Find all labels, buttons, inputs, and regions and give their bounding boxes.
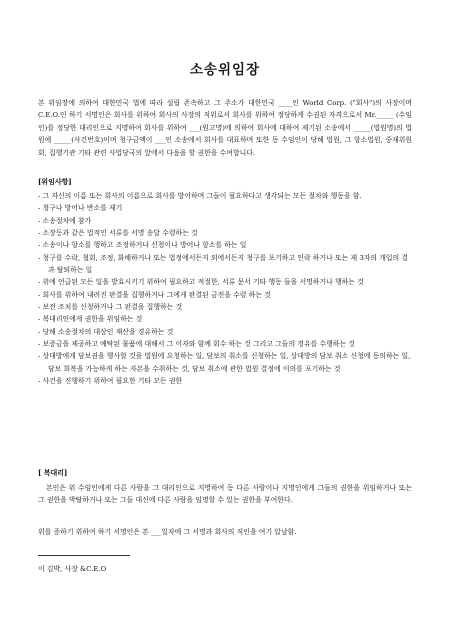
- list-item: - 복대리인에게 권한을 위임하는 것: [38, 315, 143, 324]
- signature-name: 이 김박, 사장 &C.E.O: [38, 565, 107, 573]
- substitution-paragraph: 본인은 위 수임인에게 다른 사람을 그 대리인으로 지명하여 동 다른 사람이나 지명인에게 그들의 권한을 위임하거나 또는 그 권한을 박탈하거나 또는 그들 대신에 다른 사람을 임명할 수 있는 권한을 부여한다.: [38, 484, 412, 505]
- list-item: - 청구나 방어나 반소를 제기: [38, 204, 123, 213]
- list-item: - 보증금을 제공하고 예탁된 물품에 대해서 그 이자와 함께 회수 하는 것 그리고 그들의 경유를 수행하는 것: [38, 340, 355, 349]
- powers-list: [38, 190, 412, 388]
- list-item: - 소장등과 같은 법적인 서류를 서명 송달 수령하는 것: [38, 229, 198, 238]
- list-item: - 보전 조치를 신청하거나 그 판결을 집행하는 것: [38, 303, 183, 312]
- list-item: - 당해 소송절차의 대상인 재산을 경유하는 것: [38, 327, 174, 336]
- list-item: - 소송절차에 참가: [38, 216, 92, 225]
- document-title: 소송위임장: [189, 62, 261, 78]
- intro-paragraph: 본 위임장에 의하여 대한민국 법에 따라 설립 존속하고 그 주소가 대한민국 ____인 World Corp. ("회사")의 사장이며 C.E.O.인 하기 서명인은 회사를 위하여 회사의 사장의 직위로서 회사를 위하여 정당하게 수권된 자격으로서 Mr._____ (수임인)를 정당한 대리인으로 지명하여 회사를 위하여 ___(원고명)에 의하여 회사에 대하여 제기된 소송에서 _____(법원명)의 법원에 _____(사건번호)이며 청구금액이 ___인 소송에서 회사를 대표하며 또한 동 수임인이 당해 법원, 그 항소법원, 중재위원회, 집행기관 기타 관련 사법당국의 앞에서 다음을 할 권한을 수여합니다.: [38, 99, 412, 157]
- list-item: - 상대방에게 담보권을 행사할 것을 법원에 요청하는 일, 담보의 취소를 신청하는 일, 상대방의 담보 취소 신청에 동의하는 일, 담보 회복을 가능하게 하는 자본을 수취하는 것, 담보 취소에 관한 법원 결정에 이의를 포기하는 것: [38, 352, 411, 373]
- list-item: - 청구를 수락, 철회, 조정, 화해하거나 또는 법정에서든지 외에서든지 청구를 포기하고 인락 하거나 또는 제 3자의 개입의 결과 탈퇴하는 일: [38, 253, 409, 275]
- list-item: - 사건을 진행하기 위하여 필요한 기타 모든 권한: [38, 377, 183, 386]
- signature-line: [38, 555, 130, 556]
- powers-heading: [위임사항]: [38, 177, 72, 186]
- substitution-heading: [ 복대리]: [38, 468, 68, 477]
- list-item: - 그 자신의 이름 또는 회사의 이름으로 회사를 방어하며 그들이 필요하다고 생각되는 모든 절차와 행동을 함.: [38, 192, 362, 200]
- list-item: - 회사를 위하여 내려진 판결을 집행하거나 그에게 판결된 금전을 수령 하는 것: [38, 290, 271, 299]
- closing-paragraph: 위를 증하기 위하여 하기 서명인은 본 ___일자에 그 서명과 회사의 직인을 여기 압날함.: [38, 528, 297, 536]
- list-item: - 위에 언급된 모든 일을 발효시키기 위하여 필요하고 적절한, 서류 문서 기타 행동 들을 서명하거나 행하는 것: [38, 278, 364, 287]
- list-item: - 소송이나 항소를 행하고 조정하거나 신청이나 방어나 항소를 하는 일: [38, 241, 247, 250]
